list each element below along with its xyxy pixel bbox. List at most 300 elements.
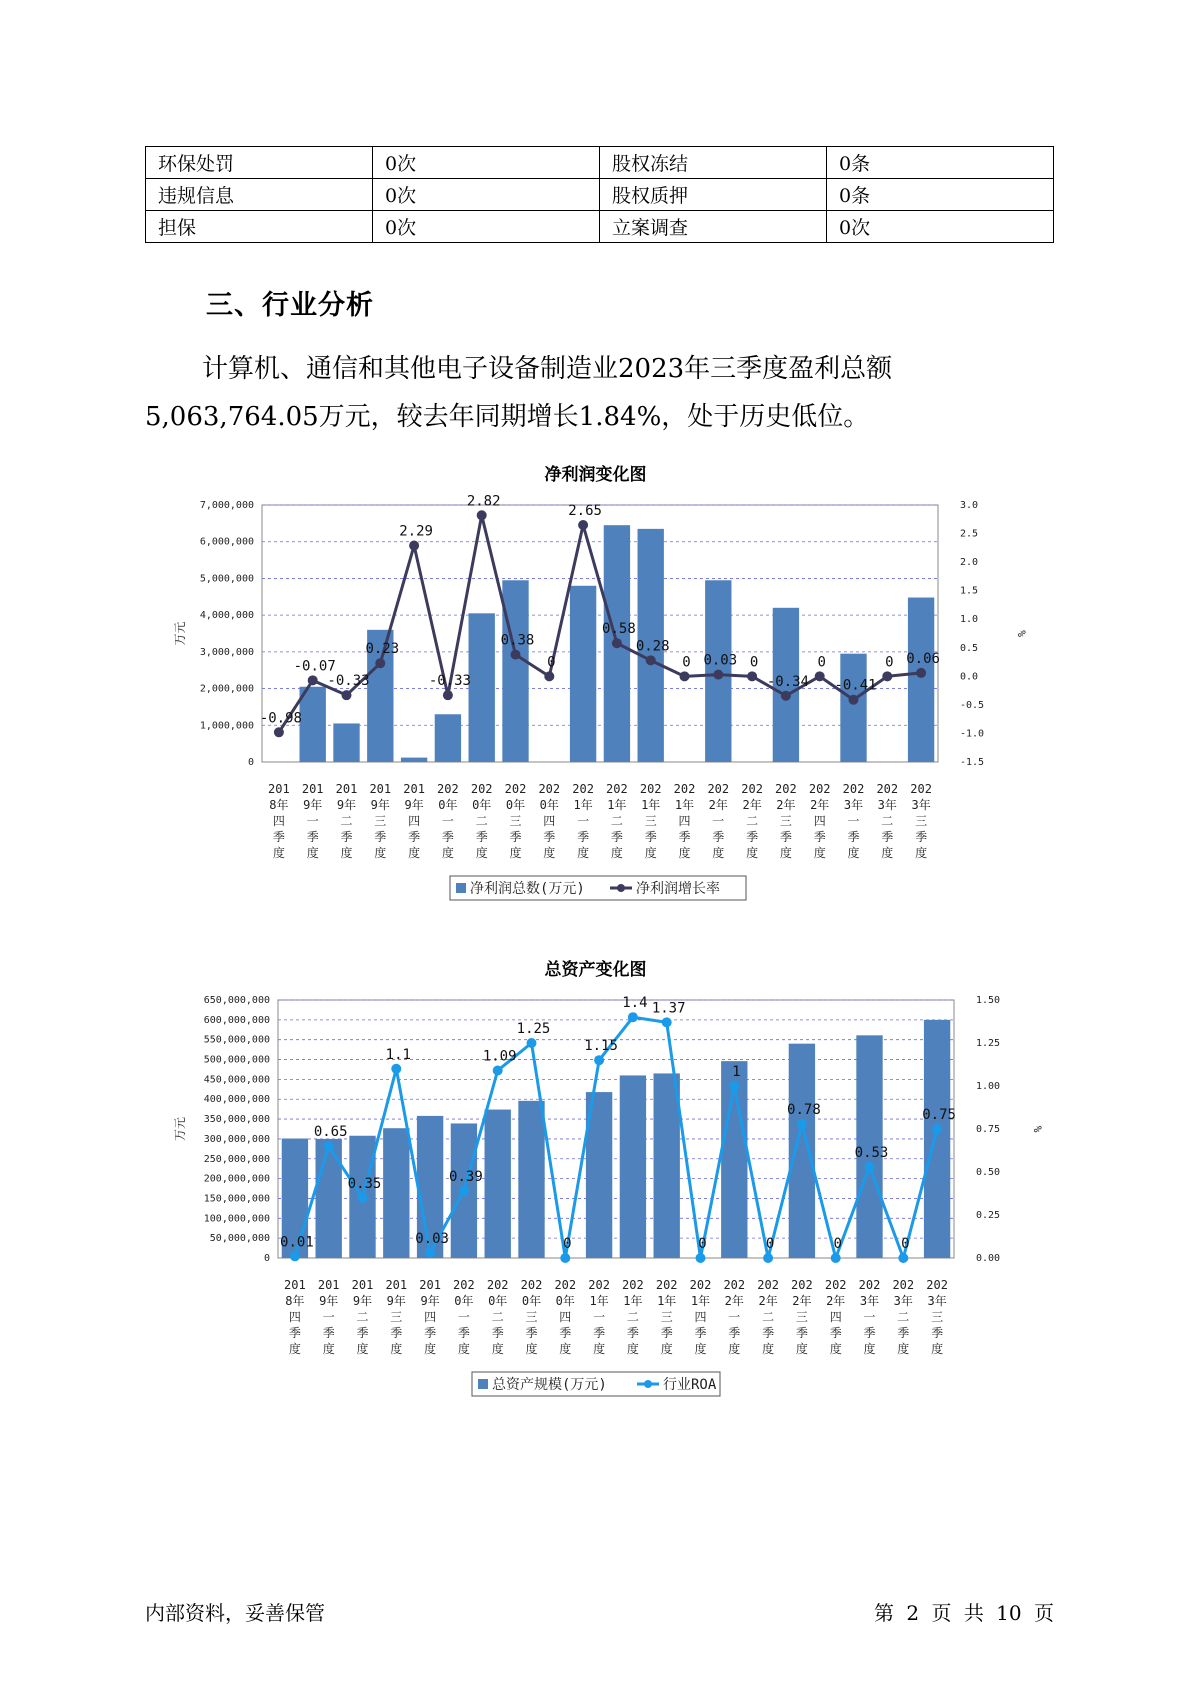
x-tick-label: 一 — [441, 814, 454, 828]
x-tick-label: 3年 — [893, 1294, 913, 1308]
x-tick-label: 三 — [915, 814, 928, 828]
x-tick-label: 202 — [588, 1278, 610, 1292]
x-tick-label: 季 — [829, 1326, 842, 1340]
data-label: 0 — [901, 1236, 910, 1252]
x-tick-label: 度 — [525, 1342, 538, 1356]
y-tick-label: 550,000,000 — [203, 1034, 270, 1046]
y2-tick-label: 3.0 — [960, 500, 979, 511]
x-tick-label: 0年 — [488, 1294, 508, 1308]
y2-axis-title: % — [1015, 630, 1028, 637]
x-tick-label: 9年 — [370, 798, 390, 812]
data-label: 1.25 — [516, 1021, 551, 1037]
total-assets-chart — [170, 990, 1044, 1410]
data-label: 1.15 — [584, 1038, 618, 1055]
x-tick-label: 2年 — [810, 798, 830, 812]
y-tick-label: 2,000,000 — [199, 683, 254, 695]
y-tick-label: 600,000,000 — [203, 1014, 270, 1026]
x-tick-label: 季 — [728, 1326, 741, 1340]
data-label: 0.06 — [906, 650, 940, 667]
x-tick-label: 9年 — [404, 798, 424, 812]
chart-bar — [316, 1139, 342, 1258]
data-label: 0.75 — [922, 1107, 956, 1123]
x-tick-label: 2年 — [826, 1294, 846, 1308]
y-tick-label: 6,000,000 — [199, 536, 254, 548]
chart-line-point — [375, 658, 385, 668]
data-label: 0 — [698, 1236, 707, 1252]
x-tick-label: 季 — [678, 830, 691, 844]
x-tick-label: 202 — [926, 1278, 948, 1292]
x-tick-label: 202 — [453, 1278, 475, 1292]
chart-line-point — [409, 541, 419, 551]
x-tick-label: 1年 — [690, 1294, 711, 1308]
legend-swatch-bar — [478, 1379, 488, 1389]
chart-line-point — [898, 1253, 908, 1263]
x-tick-label: 0年 — [472, 798, 492, 812]
x-tick-label: 201 — [284, 1278, 306, 1292]
x-tick-label: 季 — [390, 1326, 403, 1340]
chart-line-point — [646, 655, 656, 665]
x-tick-label: 0年 — [539, 798, 559, 812]
x-tick-label: 季 — [694, 1326, 707, 1340]
x-tick-label: 三 — [779, 814, 792, 828]
x-tick-label: 一 — [306, 814, 319, 828]
x-tick-label: 2年 — [758, 1294, 778, 1308]
data-label: 2.29 — [399, 523, 433, 540]
legend-label-line: 净利润增长率 — [636, 881, 720, 897]
chart-line-point — [443, 690, 453, 700]
y-tick-label: 4,000,000 — [199, 610, 254, 622]
chart-line-point — [916, 668, 926, 678]
x-tick-label: 度 — [694, 1342, 707, 1356]
table-cell-label: 环保处罚 — [146, 147, 373, 179]
y2-tick-label: -1.5 — [960, 757, 985, 768]
legend-label-bar: 净利润总数(万元) — [470, 881, 585, 897]
chart-title-net-profit: 净利润变化图 — [544, 465, 647, 485]
x-tick-label: 202 — [757, 1278, 779, 1292]
y-tick-label: 400,000,000 — [203, 1094, 270, 1106]
x-tick-label: 度 — [931, 1342, 944, 1356]
x-tick-label: 季 — [712, 830, 725, 844]
data-label: 2.82 — [466, 493, 501, 510]
x-tick-label: 季 — [424, 1326, 437, 1340]
data-label: 0.28 — [635, 638, 670, 655]
x-tick-label: 度 — [457, 1342, 470, 1356]
y-tick-label: 1,000,000 — [199, 720, 254, 732]
y-tick-label: 0 — [263, 1253, 270, 1264]
x-tick-label: 度 — [863, 1342, 876, 1356]
x-tick-label: 2年 — [724, 1294, 744, 1308]
data-label: 1.37 — [651, 1000, 686, 1017]
x-tick-label: 202 — [741, 782, 763, 796]
x-tick-label: 1年 — [657, 1294, 677, 1308]
x-tick-label: 度 — [728, 1342, 741, 1356]
x-tick-label: 四 — [829, 1310, 842, 1324]
chart-bar — [570, 586, 596, 762]
chart-line-point — [763, 1253, 773, 1263]
data-label: 0 — [749, 654, 759, 671]
x-tick-label: 度 — [610, 846, 623, 860]
x-tick-label: 季 — [288, 1326, 301, 1340]
x-tick-label: 一 — [712, 814, 725, 828]
table-row — [146, 179, 1054, 211]
chart-bar — [518, 1101, 544, 1258]
x-tick-label: 度 — [746, 846, 759, 860]
data-label: 0 — [885, 654, 894, 671]
x-tick-label: 202 — [504, 782, 527, 796]
y-tick-label: 200,000,000 — [203, 1173, 270, 1185]
y2-tick-label: 0.50 — [976, 1167, 1001, 1178]
x-tick-label: 9年 — [352, 1294, 373, 1308]
legend-swatch-point — [617, 884, 625, 892]
y-tick-label: 5,000,000 — [199, 573, 254, 585]
data-label: 0.23 — [365, 641, 400, 658]
chart-bar — [924, 1020, 950, 1258]
x-tick-label: 3年 — [877, 798, 897, 812]
x-tick-label: 度 — [847, 846, 860, 860]
x-tick-label: 202 — [470, 782, 493, 796]
x-tick-label: 季 — [762, 1326, 775, 1340]
data-label: 0 — [682, 654, 691, 671]
x-tick-label: 201 — [317, 1278, 340, 1292]
x-tick-label: 201 — [385, 1278, 408, 1292]
data-label: -0.41 — [834, 677, 877, 694]
x-tick-label: 202 — [910, 782, 932, 796]
x-tick-label: 1年 — [674, 798, 695, 812]
x-tick-label: 2年 — [776, 798, 796, 812]
y2-tick-label: 0.5 — [960, 642, 979, 654]
x-tick-label: 季 — [543, 830, 556, 844]
x-tick-label: 一 — [457, 1310, 470, 1324]
data-label: 0.03 — [703, 652, 738, 669]
y-tick-label: 150,000,000 — [203, 1193, 270, 1205]
chart-title-total-assets: 总资产变化图 — [544, 960, 647, 980]
x-tick-label: 季 — [491, 1326, 504, 1340]
x-tick-label: 季 — [340, 830, 353, 844]
x-tick-label: 季 — [626, 1326, 639, 1340]
data-label: 0.39 — [449, 1168, 483, 1185]
chart-line-point — [324, 1141, 334, 1151]
x-tick-label: 0年 — [505, 798, 526, 812]
x-tick-label: 202 — [689, 1278, 712, 1292]
data-label: 2.65 — [568, 502, 602, 519]
data-label: -0.33 — [428, 673, 471, 690]
x-tick-label: 9年 — [420, 1294, 440, 1308]
x-tick-label: 202 — [572, 782, 594, 796]
x-tick-label: 度 — [356, 1342, 369, 1356]
x-tick-label: 二 — [340, 814, 353, 828]
table-cell-label: 股权质押 — [600, 179, 827, 211]
x-tick-label: 度 — [491, 1342, 504, 1356]
x-tick-label: 201 — [419, 1278, 441, 1292]
y2-axis-title: % — [1031, 1125, 1044, 1133]
chart-line-point — [594, 1055, 604, 1065]
x-tick-label: 一 — [577, 814, 590, 828]
x-tick-label: 季 — [795, 1326, 808, 1340]
x-tick-label: 202 — [791, 1278, 813, 1292]
x-tick-label: 四 — [543, 814, 556, 828]
data-label: 0.78 — [787, 1101, 821, 1118]
chart-bar — [435, 714, 461, 762]
y2-tick-label: 1.25 — [976, 1038, 1001, 1049]
x-tick-label: 季 — [813, 830, 826, 844]
x-tick-label: 202 — [808, 782, 831, 796]
chart-line-point — [342, 690, 352, 700]
table-cell-value: 0次 — [827, 211, 1054, 243]
x-tick-label: 一 — [322, 1310, 335, 1324]
chart-line-point — [358, 1193, 368, 1203]
x-tick-label: 度 — [475, 846, 488, 860]
x-tick-label: 一 — [728, 1310, 741, 1324]
x-tick-label: 季 — [915, 830, 928, 844]
x-tick-label: 季 — [475, 830, 488, 844]
chart-line-point — [391, 1064, 401, 1074]
x-tick-label: 9年 — [319, 1294, 339, 1308]
x-tick-label: 二 — [626, 1310, 639, 1324]
chart-line-point — [290, 1251, 300, 1261]
x-tick-label: 度 — [577, 846, 590, 860]
y2-tick-label: 2.5 — [960, 528, 979, 540]
net-profit-chart — [170, 490, 1030, 910]
data-label: 0.38 — [500, 632, 535, 649]
x-tick-label: 9年 — [303, 798, 323, 812]
chart-bar — [620, 1075, 646, 1258]
y-tick-label: 300,000,000 — [203, 1133, 270, 1145]
x-tick-label: 度 — [813, 846, 826, 860]
legend-label-bar: 总资产规模(万元) — [492, 1377, 607, 1393]
x-tick-label: 三 — [644, 814, 657, 828]
x-tick-label: 季 — [356, 1326, 369, 1340]
y-tick-label: 250,000,000 — [203, 1153, 270, 1165]
x-tick-label: 度 — [678, 846, 691, 860]
x-tick-label: 二 — [475, 814, 488, 828]
x-tick-label: 四 — [288, 1310, 301, 1324]
x-tick-label: 202 — [775, 782, 797, 796]
y2-tick-label: -1.0 — [960, 728, 985, 740]
x-tick-label: 0年 — [555, 1294, 575, 1308]
y2-tick-label: 1.5 — [960, 585, 979, 597]
x-tick-label: 9年 — [336, 798, 357, 812]
x-tick-label: 季 — [441, 830, 454, 844]
x-tick-label: 三 — [525, 1310, 538, 1324]
data-label: 0.01 — [280, 1234, 314, 1251]
x-tick-label: 季 — [881, 830, 894, 844]
x-tick-label: 四 — [559, 1310, 572, 1324]
x-tick-label: 度 — [306, 846, 319, 860]
x-tick-label: 季 — [559, 1326, 572, 1340]
y-axis-title: 万元 — [173, 621, 187, 646]
x-tick-label: 202 — [892, 1278, 915, 1292]
x-tick-label: 3年 — [859, 1294, 880, 1308]
x-tick-label: 0年 — [521, 1294, 542, 1308]
y2-tick-label: 2.0 — [960, 557, 979, 569]
x-tick-label: 三 — [374, 814, 387, 828]
x-tick-label: 二 — [897, 1310, 910, 1324]
x-tick-label: 度 — [408, 846, 421, 860]
x-tick-label: 季 — [525, 1326, 538, 1340]
risk-info-table — [145, 146, 1054, 243]
chart-bar — [383, 1128, 409, 1258]
y2-tick-label: 0.75 — [976, 1124, 1001, 1135]
y2-tick-label: 1.00 — [976, 1081, 1001, 1092]
x-tick-label: 季 — [931, 1326, 944, 1340]
chart-line-point — [696, 1253, 706, 1263]
chart-line-point — [560, 1253, 570, 1263]
table-cell-label: 股权冻结 — [600, 147, 827, 179]
chart-line-point — [511, 650, 521, 660]
x-tick-label: 度 — [340, 846, 353, 860]
data-label: 0.58 — [602, 621, 636, 638]
chart-bar — [333, 723, 359, 762]
data-label: 0.65 — [313, 1124, 348, 1141]
data-label: 1.1 — [385, 1046, 411, 1063]
x-tick-label: 度 — [509, 846, 522, 860]
table-cell-value: 0次 — [373, 147, 600, 179]
x-tick-label: 度 — [593, 1342, 606, 1356]
legend-swatch-point — [644, 1380, 652, 1388]
footer-page-number: 第 2 页 共 10 页 — [874, 1601, 1054, 1625]
x-tick-label: 2年 — [792, 1294, 812, 1308]
chart-line-point — [815, 671, 825, 681]
y2-tick-label: 0.25 — [976, 1210, 1001, 1221]
x-tick-label: 度 — [322, 1342, 335, 1356]
x-tick-label: 二 — [610, 814, 623, 828]
chart-line-point — [729, 1081, 739, 1091]
y-tick-label: 100,000,000 — [203, 1213, 270, 1225]
x-tick-label: 度 — [424, 1342, 437, 1356]
x-tick-label: 度 — [374, 846, 387, 860]
footer-confidential-note: 内部资料，妥善保管 — [145, 1601, 325, 1625]
chart-line-point — [544, 671, 554, 681]
x-tick-label: 四 — [424, 1310, 437, 1324]
x-tick-label: 0年 — [438, 798, 458, 812]
x-tick-label: 202 — [437, 782, 459, 796]
x-tick-label: 8年 — [285, 1294, 305, 1308]
x-tick-label: 202 — [673, 782, 696, 796]
x-tick-label: 二 — [356, 1310, 369, 1324]
x-tick-label: 度 — [897, 1342, 910, 1356]
x-tick-label: 三 — [931, 1310, 944, 1324]
data-label: 0 — [817, 654, 826, 671]
x-tick-label: 1年 — [589, 1294, 609, 1308]
x-tick-label: 季 — [863, 1326, 876, 1340]
x-tick-label: 202 — [723, 1278, 746, 1292]
x-tick-label: 度 — [626, 1342, 639, 1356]
data-label: 0 — [547, 654, 556, 671]
x-tick-label: 季 — [374, 830, 387, 844]
plot-area — [259, 502, 938, 762]
x-tick-label: 度 — [660, 1342, 673, 1356]
chart-bar — [908, 598, 934, 762]
x-tick-label: 度 — [915, 846, 928, 860]
y2-tick-label: -0.5 — [960, 699, 985, 711]
chart-bar — [840, 654, 866, 762]
x-tick-label: 季 — [457, 1326, 470, 1340]
x-tick-label: 季 — [897, 1326, 910, 1340]
legend-label-line: 行业ROA — [663, 1377, 717, 1393]
y-tick-label: 7,000,000 — [199, 500, 254, 511]
x-tick-label: 度 — [795, 1342, 808, 1356]
x-tick-label: 9年 — [386, 1294, 406, 1308]
data-label: 1.4 — [622, 995, 648, 1012]
x-tick-label: 1年 — [573, 798, 593, 812]
x-tick-label: 8年 — [269, 798, 289, 812]
data-label: 0 — [765, 1236, 775, 1252]
section-title: 三、行业分析 — [206, 290, 374, 321]
chart-line-point — [308, 675, 318, 685]
paragraph-line: 计算机、通信和其他电子设备制造业2023年三季度盈利总额 — [202, 354, 893, 384]
x-tick-label: 201 — [351, 1278, 374, 1292]
chart-line-point — [882, 671, 892, 681]
x-tick-label: 202 — [606, 782, 628, 796]
chart-line-point — [425, 1248, 435, 1258]
table-cell-label: 违规信息 — [146, 179, 373, 211]
x-tick-label: 202 — [858, 1278, 881, 1292]
x-tick-label: 四 — [272, 814, 285, 828]
x-tick-label: 1年 — [623, 1294, 643, 1308]
x-tick-label: 三 — [660, 1310, 673, 1324]
paragraph-line: 5,063,764.05万元，较去年同期增长1.84%，处于历史低位。 — [145, 402, 870, 432]
x-tick-label: 度 — [390, 1342, 403, 1356]
x-tick-label: 0年 — [454, 1294, 474, 1308]
x-tick-label: 度 — [779, 846, 792, 860]
x-tick-label: 二 — [746, 814, 759, 828]
x-tick-label: 一 — [863, 1310, 876, 1324]
x-tick-label: 季 — [593, 1326, 606, 1340]
x-tick-label: 202 — [655, 1278, 678, 1292]
chart-bar — [401, 758, 427, 762]
x-tick-label: 季 — [746, 830, 759, 844]
legend-swatch-bar — [456, 883, 466, 893]
y-tick-label: 500,000,000 — [203, 1054, 270, 1066]
x-tick-label: 季 — [610, 830, 623, 844]
x-tick-label: 202 — [707, 782, 730, 796]
chart-line-point — [493, 1066, 503, 1076]
chart-line-point — [713, 670, 723, 680]
data-label: 1 — [732, 1064, 741, 1080]
data-label: 0.53 — [854, 1144, 889, 1161]
x-tick-label: 四 — [678, 814, 691, 828]
chart-line-point — [747, 671, 757, 681]
chart-bar — [485, 1110, 511, 1258]
chart-line-point — [628, 1012, 638, 1022]
chart-bar — [300, 687, 326, 762]
chart-line-point — [680, 671, 690, 681]
table-cell-value: 0次 — [373, 211, 600, 243]
data-label: 0 — [833, 1236, 842, 1252]
chart-line-point — [612, 638, 622, 648]
data-label: 0.03 — [415, 1230, 449, 1247]
chart-line-point — [831, 1253, 841, 1263]
x-tick-label: 201 — [301, 782, 324, 796]
data-label: -0.34 — [766, 673, 809, 690]
x-tick-label: 季 — [577, 830, 590, 844]
x-tick-label: 202 — [486, 1278, 509, 1292]
chart-line-point — [797, 1119, 807, 1129]
x-tick-label: 202 — [554, 1278, 577, 1292]
x-tick-label: 2年 — [708, 798, 728, 812]
data-label: -0.98 — [259, 710, 302, 727]
chart-line-point — [662, 1017, 672, 1027]
data-label: -0.07 — [293, 658, 336, 675]
x-tick-label: 2年 — [742, 798, 762, 812]
x-tick-label: 度 — [559, 1342, 572, 1356]
chart-line-point — [527, 1038, 537, 1048]
table-row — [146, 147, 1054, 179]
y-tick-label: 3,000,000 — [199, 646, 254, 658]
table-cell-value: 0次 — [373, 179, 600, 211]
x-tick-label: 202 — [538, 782, 561, 796]
x-tick-label: 202 — [824, 1278, 847, 1292]
